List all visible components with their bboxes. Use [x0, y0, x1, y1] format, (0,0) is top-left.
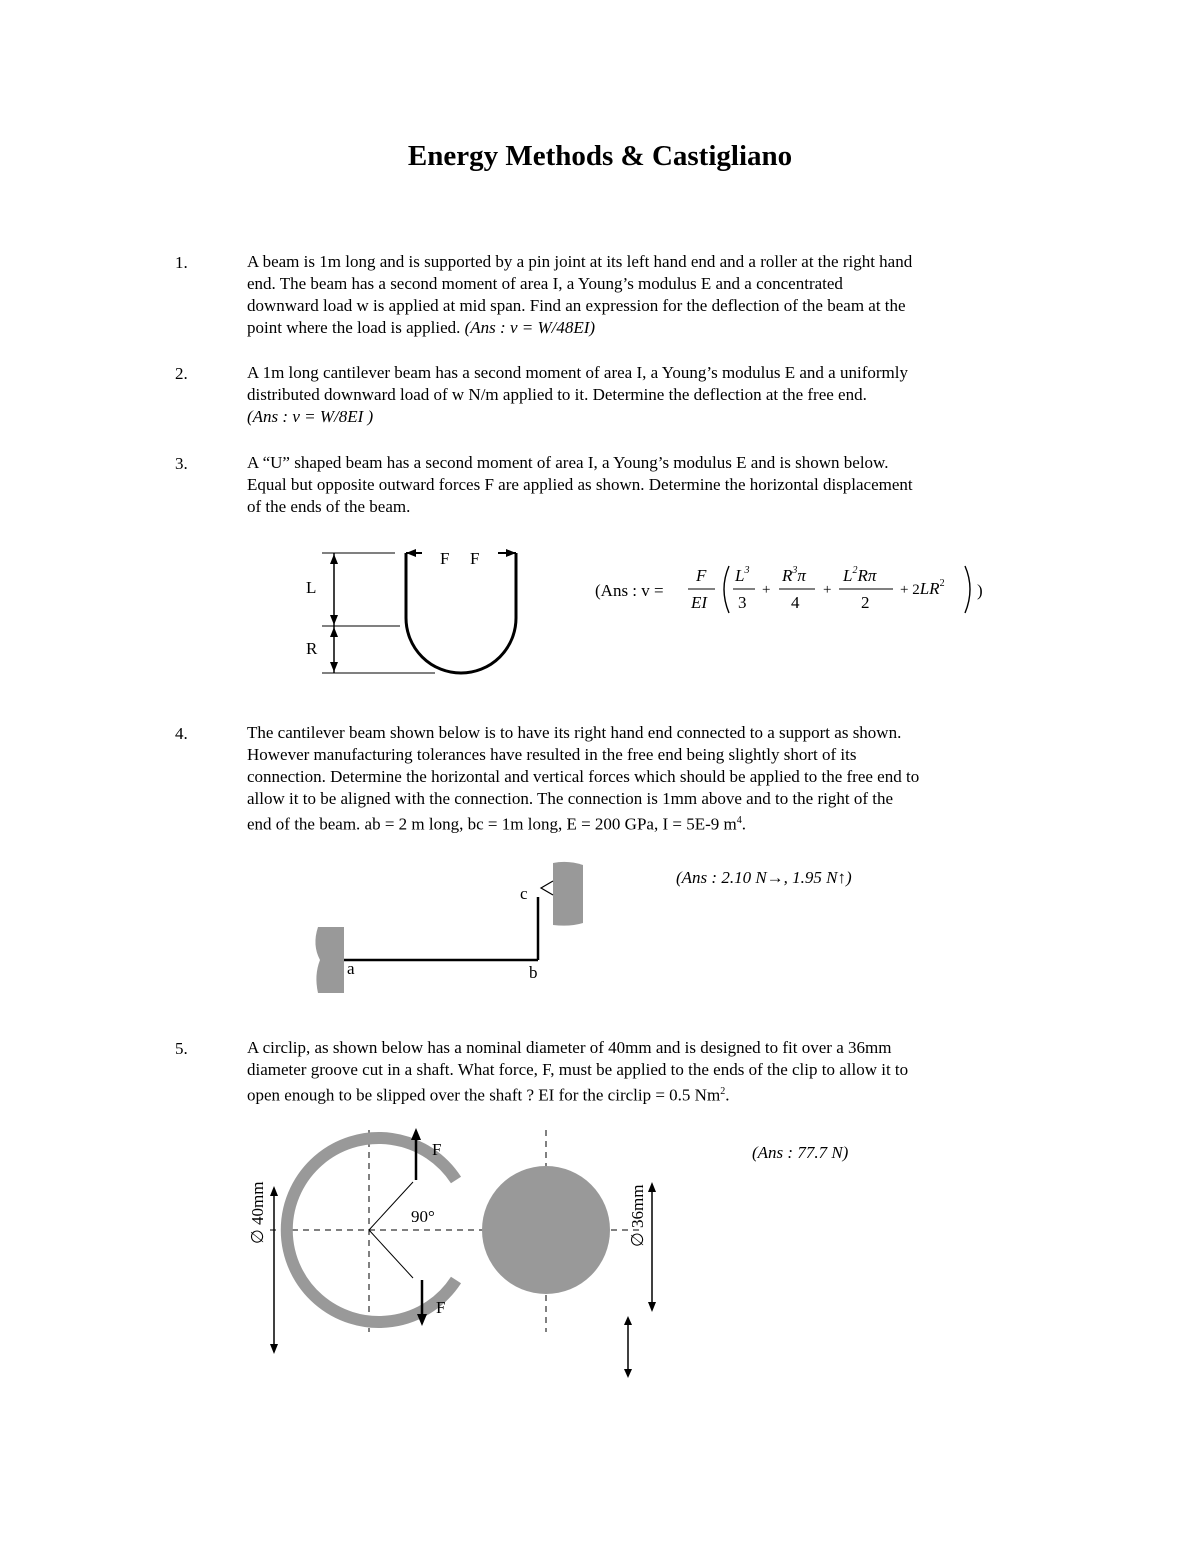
question-2-number: 2. [175, 364, 188, 383]
question-1-number: 1. [175, 253, 188, 272]
formula-EI: EI [691, 593, 708, 612]
label-force-left: F [440, 549, 450, 568]
force-bottom-arrowhead [417, 1314, 427, 1326]
q4-line-4: allow it to be aligned with the connection. The connection is 1mm above and to the right of the [247, 789, 893, 808]
force-top-arrowhead [411, 1128, 421, 1140]
u-beam-shape [406, 553, 516, 673]
formula-prefix: (Ans : v = [595, 581, 664, 600]
formula-t4 [900, 578, 945, 598]
formula-t3-num [842, 565, 877, 585]
q4-line-5-text: end of the beam. ab = 2 m long, bc = 1m long, E = 200 GPa, I = 5E-9 m [247, 814, 737, 834]
formula-t3-tail: Rπ [857, 566, 877, 585]
question-4-text [247, 722, 1037, 836]
formula-t3-var: L [843, 566, 853, 585]
shaft-disc [482, 1166, 610, 1294]
q1-line-1: A beam is 1m long and is supported by a pin joint at its left hand end and a roller at the right hand [247, 252, 913, 271]
q1-line-4 [247, 317, 1037, 339]
q1-answer: (Ans : v = W/48EI) [464, 318, 596, 337]
q5-unit-tail: . [725, 1085, 730, 1105]
q5-line-1: A circlip, as shown below has a nominal diameter of 40mm and is designed to fit over a 36mm [247, 1038, 892, 1057]
q1-line-3: downward load w is applied at mid span. Find an expression for the deflection of the beam at the [247, 296, 906, 315]
q4-line-5 [247, 810, 1037, 836]
label-c: c [520, 884, 528, 903]
question-5-text [247, 1037, 1037, 1107]
label-force-right: F [470, 549, 480, 568]
dim-L-arrow-top [330, 554, 338, 564]
dim-shaft-arrow-top [648, 1182, 656, 1192]
q3-line-1: A “U” shaped beam has a second moment of area I, a Young’s modulus E and is shown below. [247, 453, 889, 472]
q4-unit-exponent: 4 [736, 815, 742, 826]
q5-line-3-text: open enough to be slipped over the shaft ? EI for the circlip = 0.5 Nm [247, 1085, 721, 1105]
dim-shaft-arrow-bottom [648, 1302, 656, 1312]
formula-t4-var: LR [919, 579, 940, 598]
question-3-number: 3. [175, 454, 188, 473]
label-force-bottom: F [436, 1298, 446, 1317]
q2-answer [247, 406, 1037, 428]
label-angle: 90° [411, 1207, 435, 1226]
q4-line-1: The cantilever beam shown below is to have its right hand end connected to a support as shown. [247, 723, 902, 742]
formula-t1-den: 3 [738, 593, 747, 612]
formula-F: F [696, 566, 707, 585]
dim-clip-arrow-bottom [270, 1344, 278, 1354]
question-1-text [247, 251, 1037, 339]
formula-t4-exp: 2 [939, 578, 945, 589]
q4-line-3: connection. Determine the horizontal and vertical forces which should be applied to the free end to [247, 767, 920, 786]
label-L: L [306, 578, 317, 597]
q3-answer-formula [595, 560, 1005, 620]
formula-left-paren [724, 566, 729, 613]
q4-answer: (Ans : 2.10 N→, 1.95 N↑) [676, 868, 852, 887]
formula-t1-var: L [735, 566, 745, 585]
formula-t3-exp: 2 [852, 565, 858, 576]
left-wall-support [315, 927, 344, 993]
q1-line-4-text: point where the load is applied. [247, 318, 465, 337]
question-2-text [247, 362, 1037, 428]
formula-t1-num [734, 565, 749, 585]
page-title: Energy Methods & Castigliano [407, 140, 793, 172]
q1-line-2: end. The beam has a second moment of area I, a Young’s modulus E and a concentrated [247, 274, 843, 293]
angle-line-upper [369, 1182, 413, 1230]
circlip-figure [240, 1120, 680, 1385]
q4-line-2: However manufacturing tolerances have resulted in the free end being slightly short of its [247, 745, 857, 764]
formula-plus-2: + [823, 582, 832, 598]
q5-answer: (Ans : 77.7 N) [752, 1143, 849, 1162]
q5-line-2: diameter groove cut in a shaft. What force, F, must be applied to the ends of the clip to allow it to [247, 1060, 909, 1079]
question-3-text [247, 452, 1037, 518]
formula-plus-1: + [762, 582, 771, 598]
q5-unit-exponent: 2 [720, 1086, 726, 1097]
dim-L-arrow-bottom [330, 615, 338, 625]
cantilever-figure [300, 855, 600, 1000]
q4-unit-tail: . [741, 814, 746, 834]
right-wall-support [553, 862, 583, 926]
label-dia-clip: ∅ 40mm [248, 1181, 267, 1244]
formula-t4-prefix: + 2 [900, 582, 920, 598]
q5-line-3 [247, 1081, 1037, 1107]
stray-dim-arrow-top [624, 1316, 632, 1325]
q3-line-2: Equal but opposite outward forces F are applied as shown. Determine the horizontal displacement [247, 475, 913, 494]
dim-R-arrow-bottom [330, 662, 338, 672]
formula-t2-exp: 3 [792, 565, 798, 576]
formula-t2-var: R [782, 566, 793, 585]
formula-t1-exp: 3 [744, 565, 750, 576]
dim-clip-arrow-top [270, 1186, 278, 1196]
formula-t3-den: 2 [861, 593, 870, 612]
formula-t2-num [781, 565, 806, 585]
label-a: a [347, 959, 355, 978]
q2-line-2: distributed downward load of w N/m applied to it. Determine the deflection at the free end. [247, 385, 867, 404]
q3-line-3: of the ends of the beam. [247, 497, 411, 516]
q2-answer-text: (Ans : v = W/8EI ) [247, 407, 374, 426]
dim-R-arrow-top [330, 627, 338, 637]
angle-line-lower [369, 1230, 413, 1278]
question-5-number: 5. [175, 1039, 188, 1058]
question-4-number: 4. [175, 724, 188, 743]
label-dia-shaft: ∅ 36mm [628, 1184, 647, 1247]
formula-close: ) [977, 581, 983, 600]
label-b: b [529, 963, 538, 982]
stray-dim-arrow-bottom [624, 1369, 632, 1378]
q2-line-1: A 1m long cantilever beam has a second moment of area I, a Young’s modulus E and a uniformly [247, 363, 908, 382]
formula-right-paren [965, 566, 970, 613]
label-force-top: F [432, 1140, 442, 1159]
connection-bracket [541, 881, 553, 895]
formula-t2-tail: π [797, 566, 806, 585]
label-R: R [306, 639, 318, 658]
u-beam-figure [290, 540, 540, 685]
formula-t2-den: 4 [791, 593, 800, 612]
